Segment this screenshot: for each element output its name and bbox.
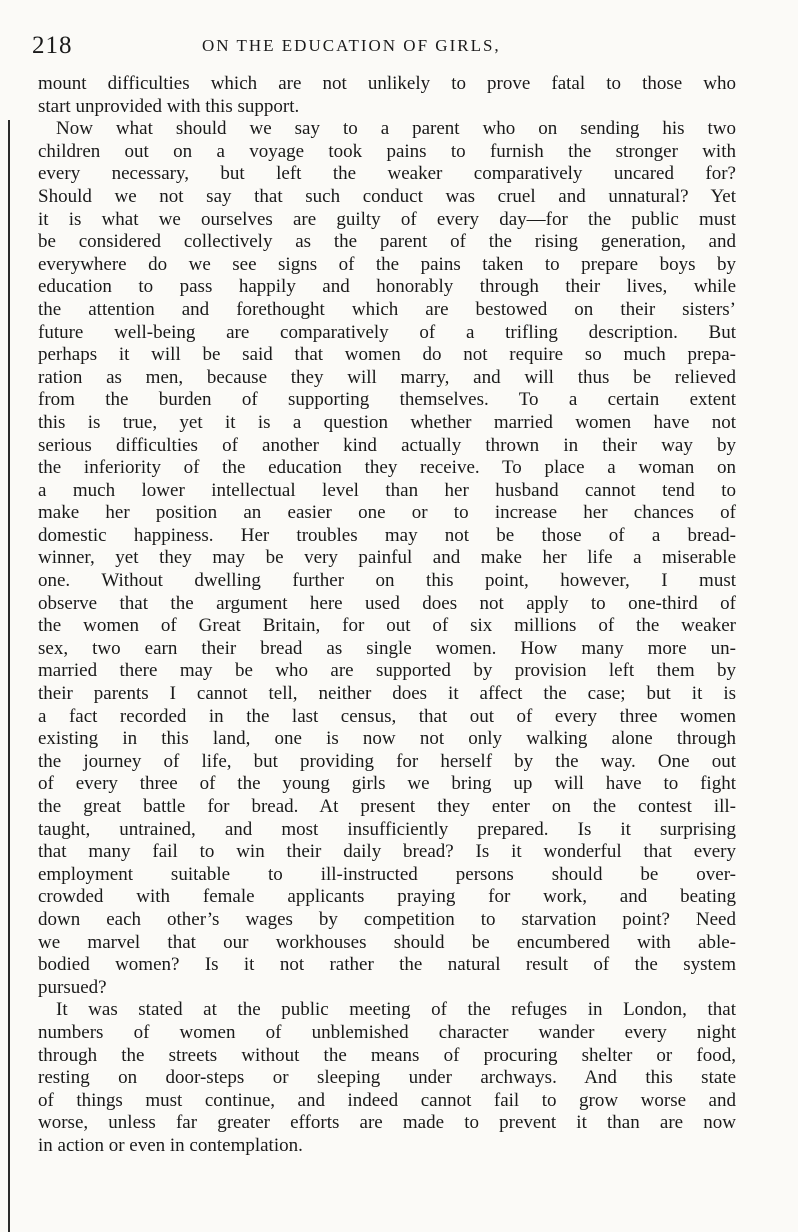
- text-line: perhaps it will be said that women do not require so much prepa-: [38, 344, 736, 366]
- text-line: a much lower intellectual level than her husband cannot tend to: [38, 479, 736, 501]
- text-line: the great battle for bread. At present they enter on the contest ill-: [38, 796, 736, 817]
- text-line: be considered collectively as the parent of the rising generation, and: [38, 231, 736, 253]
- text-line: from the burden of supporting themselves. To a certain extent: [38, 389, 736, 411]
- text-line: this is true, yet it is a question whether married women have not: [38, 411, 736, 433]
- text-line: that many fail to win their daily bread? Is it wonderful that every: [38, 841, 736, 863]
- text-line: start unprovided with this support.: [38, 95, 300, 117]
- text-line: the women of Great Britain, for out of six millions of the weaker: [38, 615, 736, 637]
- text-line: It was stated at the public meeting of the refuges in London, that: [56, 999, 736, 1021]
- text-line: pursued?: [38, 976, 107, 998]
- text-line: bodied women? Is it not rather the natural result of the system: [38, 954, 736, 976]
- text-line: serious difficulties of another kind actually thrown in their way by: [38, 434, 736, 456]
- text-line: mount difficulties which are not unlikely to prove fatal to those who: [38, 73, 736, 94]
- text-line: education to pass happily and honorably through their lives, while: [38, 276, 736, 298]
- text-line: worse, unless far greater efforts are made to prevent it than are now: [38, 1112, 736, 1134]
- text-line: children out on a voyage took pains to furnish the stronger with: [38, 140, 736, 162]
- text-line: ration as men, because they will marry, and will thus be relieved: [38, 366, 736, 388]
- text-line: future well-being are comparatively of a trifling description. But: [38, 321, 736, 343]
- text-line: sex, two earn their bread as single women. How many more un-: [38, 637, 736, 659]
- text-line: the attention and forethought which are bestowed on their sisters’: [38, 298, 736, 320]
- text-line: their parents I cannot tell, neither does it affect the case; but it is: [38, 683, 736, 705]
- text-line: winner, yet they may be very painful and make her life a miserable: [38, 547, 736, 569]
- text-line: married there may be who are supported by provision left them by: [38, 660, 736, 682]
- text-line: through the streets without the means of procuring shelter or food,: [38, 1044, 736, 1066]
- text-line: down each other’s wages by competition to starvation point? Need: [38, 908, 736, 930]
- text-line: Should we not say that such conduct was cruel and unnatural? Yet: [38, 185, 736, 207]
- text-line: existing in this land, one is now not only walking alone through: [38, 728, 736, 750]
- gutter-rule: [8, 120, 10, 1232]
- text-line: we marvel that our workhouses should be encumbered with able-: [38, 931, 736, 953]
- text-line: crowded with female applicants praying for work, and beating: [38, 886, 736, 908]
- text-line: every necessary, but left the weaker comparatively uncared for?: [38, 163, 736, 185]
- text-line: everywhere do we see signs of the pains taken to prepare boys by: [38, 253, 736, 275]
- text-line: make her position an easier one or to increase her chances of: [38, 502, 736, 524]
- text-line: domestic happiness. Her troubles may not be those of a bread-: [38, 524, 736, 546]
- page-number: 218: [32, 32, 73, 59]
- text-line: of things must continue, and indeed cannot fail to grow worse and: [38, 1089, 736, 1111]
- text-line: employment suitable to ill-instructed persons should be over-: [38, 863, 736, 885]
- body-text: [38, 73, 736, 1158]
- text-line: observe that the argument here used does not apply to one-third of: [38, 592, 736, 614]
- running-title: ON THE EDUCATION OF GIRLS,: [202, 36, 501, 55]
- text-line: of every three of the young girls we bring up will have to fight: [38, 773, 736, 795]
- text-line: resting on door-steps or sleeping under archways. And this state: [38, 1067, 736, 1089]
- text-line: taught, untrained, and most insufficiently prepared. Is it surprising: [38, 818, 736, 840]
- text-line: it is what we ourselves are guilty of every day—for the public must: [38, 208, 736, 230]
- page-header: [32, 24, 762, 64]
- text-line: the journey of life, but providing for herself by the way. One out: [38, 750, 736, 772]
- text-line: numbers of women of unblemished character wander every night: [38, 1021, 736, 1043]
- text-line: Now what should we say to a parent who on sending his two: [56, 118, 736, 140]
- text-line: one. Without dwelling further on this point, however, I must: [38, 570, 736, 592]
- text-line: the inferiority of the education they receive. To place a woman on: [38, 457, 736, 479]
- text-line: a fact recorded in the last census, that out of every three women: [38, 705, 736, 727]
- text-line: in action or even in contemplation.: [38, 1134, 303, 1156]
